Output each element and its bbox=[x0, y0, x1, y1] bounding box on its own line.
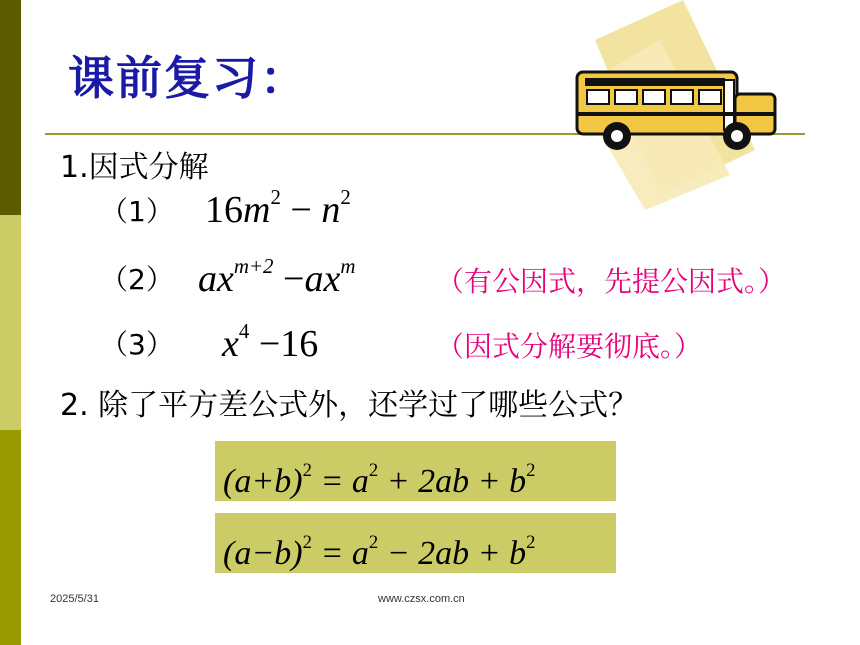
item-2-label: （2） bbox=[100, 263, 174, 296]
footer-date: 2025/5/31 bbox=[50, 593, 99, 605]
sidebar-segment-top bbox=[0, 0, 21, 215]
question-2: 2. 除了平方差公式外，还学过了哪些公式？ bbox=[60, 388, 639, 423]
item-2-expression: $ax^{m+2} -ax^m$ bbox=[198, 254, 356, 300]
item-1-label: （1） bbox=[100, 195, 174, 228]
sidebar-stripe bbox=[0, 0, 21, 645]
item-3-hint: （因式分解要彻底。） bbox=[436, 330, 703, 363]
sidebar-segment-middle bbox=[0, 215, 21, 430]
school-bus-icon bbox=[565, 0, 780, 210]
item-2-hint: （有公因式，先提公因式。） bbox=[436, 265, 787, 298]
slide-title: 课前复习： bbox=[68, 51, 308, 105]
question-1: 1.因式分解 bbox=[60, 150, 209, 185]
item-3-label: （3） bbox=[100, 328, 174, 361]
item-1-expression: $16m^2 - n^2$ bbox=[205, 185, 351, 231]
item-3-expression: $x^4 -16$ bbox=[222, 319, 319, 365]
formula-square-of-difference: $(a-b)^2 = a^2 - 2ab + b^2$ bbox=[215, 513, 616, 573]
footer-url: www.czsx.com.cn bbox=[378, 593, 465, 605]
sidebar-segment-bottom bbox=[0, 430, 21, 645]
formula-square-of-sum: $(a+b)^2 = a^2 + 2ab + b^2$ bbox=[215, 441, 616, 501]
